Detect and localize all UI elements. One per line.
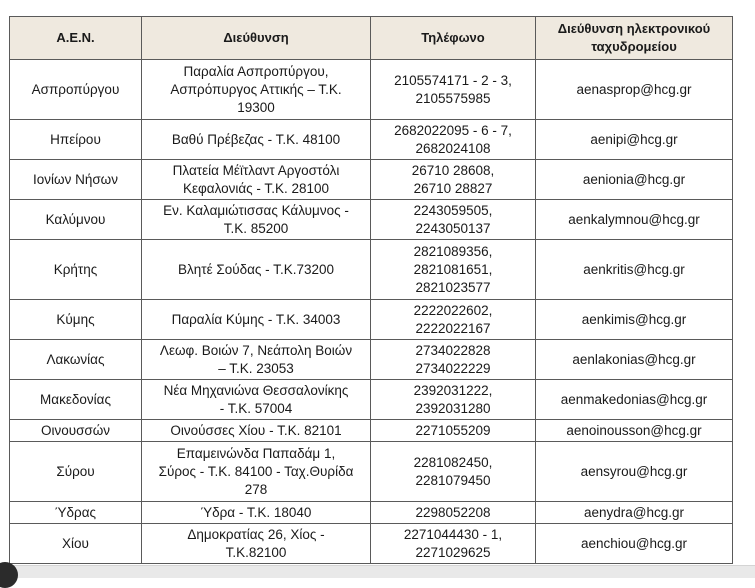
address-line: Λεωφ. Βοιών 7, Νεάπολη Βοιών bbox=[159, 342, 353, 358]
cell-phone bbox=[371, 200, 536, 240]
address-line: Πλατεία Μέϊτλαντ Αργοστόλι bbox=[172, 162, 340, 178]
address-line: Παραλία Ασπροπύργου, bbox=[183, 63, 329, 79]
cell-email: aenipi@hcg.gr bbox=[536, 120, 733, 160]
header-aen: Α.Ε.Ν. bbox=[10, 17, 142, 60]
cell-address bbox=[142, 524, 371, 564]
cell-address bbox=[142, 420, 371, 442]
phone-line: 2392031222, bbox=[413, 382, 493, 398]
phone-line: 2821089356, bbox=[413, 243, 493, 259]
cell-phone bbox=[371, 524, 536, 564]
phone-line: 2105575985 bbox=[415, 90, 491, 106]
cell-aen-name: Κρήτης bbox=[10, 240, 142, 300]
header-email-line: Διεύθυνση ηλεκτρονικού bbox=[557, 21, 711, 36]
cell-phone bbox=[371, 420, 536, 442]
phone-line: 2105574171 - 2 - 3, bbox=[394, 72, 512, 88]
address-line: Παραλία Κύμης - Τ.Κ. 34003 bbox=[171, 311, 341, 327]
cell-phone bbox=[371, 160, 536, 200]
cell-aen-name: Καλύμνου bbox=[10, 200, 142, 240]
phone-line: 2281082450, bbox=[413, 454, 493, 470]
cell-aen-name: Ιονίων Νήσων bbox=[10, 160, 142, 200]
cell-phone bbox=[371, 120, 536, 160]
cell-address bbox=[142, 442, 371, 502]
cell-address bbox=[142, 60, 371, 120]
cell-email: aenkalymnou@hcg.gr bbox=[536, 200, 733, 240]
cell-email: aenlakonias@hcg.gr bbox=[536, 340, 733, 380]
address-line: Εν. Καλαμιώτισσας Κάλυμνος - bbox=[163, 202, 349, 218]
cell-address bbox=[142, 240, 371, 300]
table-header bbox=[10, 17, 733, 60]
coast-guard-schools-table bbox=[9, 16, 733, 564]
table-row bbox=[10, 340, 733, 380]
address-line: Σύρος - Τ.Κ. 84100 - Ταχ.Θυρίδα bbox=[158, 463, 354, 479]
header-row bbox=[10, 17, 733, 60]
table-row bbox=[10, 60, 733, 120]
address-line: Βαθύ Πρέβεζας - Τ.Κ. 48100 bbox=[171, 131, 341, 147]
cell-address bbox=[142, 160, 371, 200]
table-body bbox=[10, 60, 733, 564]
header-email-line: ταχυδρομείου bbox=[591, 39, 677, 54]
phone-line: 26710 28827 bbox=[413, 180, 493, 196]
phone-line: 2682024108 bbox=[415, 140, 491, 156]
cell-email: aenkimis@hcg.gr bbox=[536, 300, 733, 340]
phone-line: 2281079450 bbox=[415, 472, 491, 488]
table-row bbox=[10, 200, 733, 240]
phone-line: 2222022602, bbox=[413, 302, 493, 318]
address-line: 19300 bbox=[237, 99, 275, 115]
cell-aen-name: Χίου bbox=[10, 524, 142, 564]
header-address: Διεύθυνση bbox=[142, 17, 371, 60]
cell-email: aenionia@hcg.gr bbox=[536, 160, 733, 200]
cell-phone bbox=[371, 340, 536, 380]
cell-address bbox=[142, 120, 371, 160]
phone-line: 2271044430 - 1, bbox=[403, 526, 503, 542]
cell-aen-name: Μακεδονίας bbox=[10, 380, 142, 420]
address-line: Τ.Κ.82100 bbox=[225, 544, 287, 560]
cell-email: aenydra@hcg.gr bbox=[536, 502, 733, 524]
phone-line: 2271029625 bbox=[415, 544, 491, 560]
table-row bbox=[10, 380, 733, 420]
cell-phone bbox=[371, 380, 536, 420]
address-line: Κεφαλονιάς - Τ.Κ. 28100 bbox=[182, 180, 329, 196]
cell-phone bbox=[371, 240, 536, 300]
cell-email: aenkritis@hcg.gr bbox=[536, 240, 733, 300]
address-line: Οινούσσες Χίου - Τ.Κ. 82101 bbox=[170, 422, 342, 438]
phone-line: 2243050137 bbox=[415, 220, 491, 236]
phone-line: 2222022167 bbox=[415, 320, 491, 336]
cell-aen-name: Ύδρας bbox=[10, 502, 142, 524]
cell-aen-name: Σύρου bbox=[10, 442, 142, 502]
table-row bbox=[10, 120, 733, 160]
address-line: Τ.Κ. 85200 bbox=[223, 220, 289, 236]
cell-email: aenoinousson@hcg.gr bbox=[536, 420, 733, 442]
cell-aen-name: Κύμης bbox=[10, 300, 142, 340]
phone-line: 2392031280 bbox=[415, 400, 491, 416]
header-email bbox=[536, 17, 733, 60]
table-row bbox=[10, 524, 733, 564]
address-line: Νέα Μηχανιώνα Θεσσαλονίκης bbox=[163, 382, 349, 398]
address-line: – Τ.Κ. 23053 bbox=[218, 360, 294, 376]
address-line: Δημοκρατίας 26, Χίος - bbox=[187, 526, 325, 542]
cell-address bbox=[142, 200, 371, 240]
phone-line: 26710 28608, bbox=[411, 162, 495, 178]
address-line: - Τ.Κ. 57004 bbox=[219, 400, 293, 416]
cell-phone bbox=[371, 442, 536, 502]
cell-address bbox=[142, 300, 371, 340]
table-row bbox=[10, 420, 733, 442]
phone-line: 2271055209 bbox=[415, 422, 491, 438]
table-row bbox=[10, 160, 733, 200]
header-phone: Τηλέφωνο bbox=[371, 17, 536, 60]
phone-line: 2821081651, bbox=[413, 261, 493, 277]
cell-aen-name: Ηπείρου bbox=[10, 120, 142, 160]
cell-aen-name: Λακωνίας bbox=[10, 340, 142, 380]
cell-address bbox=[142, 340, 371, 380]
phone-line: 2298052208 bbox=[415, 504, 491, 520]
cell-aen-name: Οινουσσών bbox=[10, 420, 142, 442]
cell-phone bbox=[371, 300, 536, 340]
table-row bbox=[10, 300, 733, 340]
address-line: Ασπρόπυργος Αττικής – Τ.Κ. bbox=[170, 81, 342, 97]
phone-line: 2821023577 bbox=[415, 279, 491, 295]
cell-address bbox=[142, 502, 371, 524]
cell-email: aensyrou@hcg.gr bbox=[536, 442, 733, 502]
bottom-scroll-strip bbox=[0, 565, 755, 578]
cell-email: aenchiou@hcg.gr bbox=[536, 524, 733, 564]
table-row bbox=[10, 502, 733, 524]
cell-phone bbox=[371, 502, 536, 524]
cell-phone bbox=[371, 60, 536, 120]
phone-line: 2734022828 bbox=[415, 342, 491, 358]
phone-line: 2243059505, bbox=[413, 202, 493, 218]
cell-aen-name: Ασπροπύργου bbox=[10, 60, 142, 120]
table-row bbox=[10, 442, 733, 502]
address-line: Βλητέ Σούδας - Τ.Κ.73200 bbox=[178, 261, 334, 277]
phone-line: 2734022229 bbox=[415, 360, 491, 376]
cell-email: aenasprop@hcg.gr bbox=[536, 60, 733, 120]
cell-address bbox=[142, 380, 371, 420]
phone-line: 2682022095 - 6 - 7, bbox=[394, 122, 512, 138]
address-line: Επαμεινώνδα Παπαδάμ 1, bbox=[176, 445, 336, 461]
address-line: Ύδρα - Τ.Κ. 18040 bbox=[200, 504, 312, 520]
table-row bbox=[10, 240, 733, 300]
cell-email: aenmakedonias@hcg.gr bbox=[536, 380, 733, 420]
address-line: 278 bbox=[244, 481, 268, 497]
